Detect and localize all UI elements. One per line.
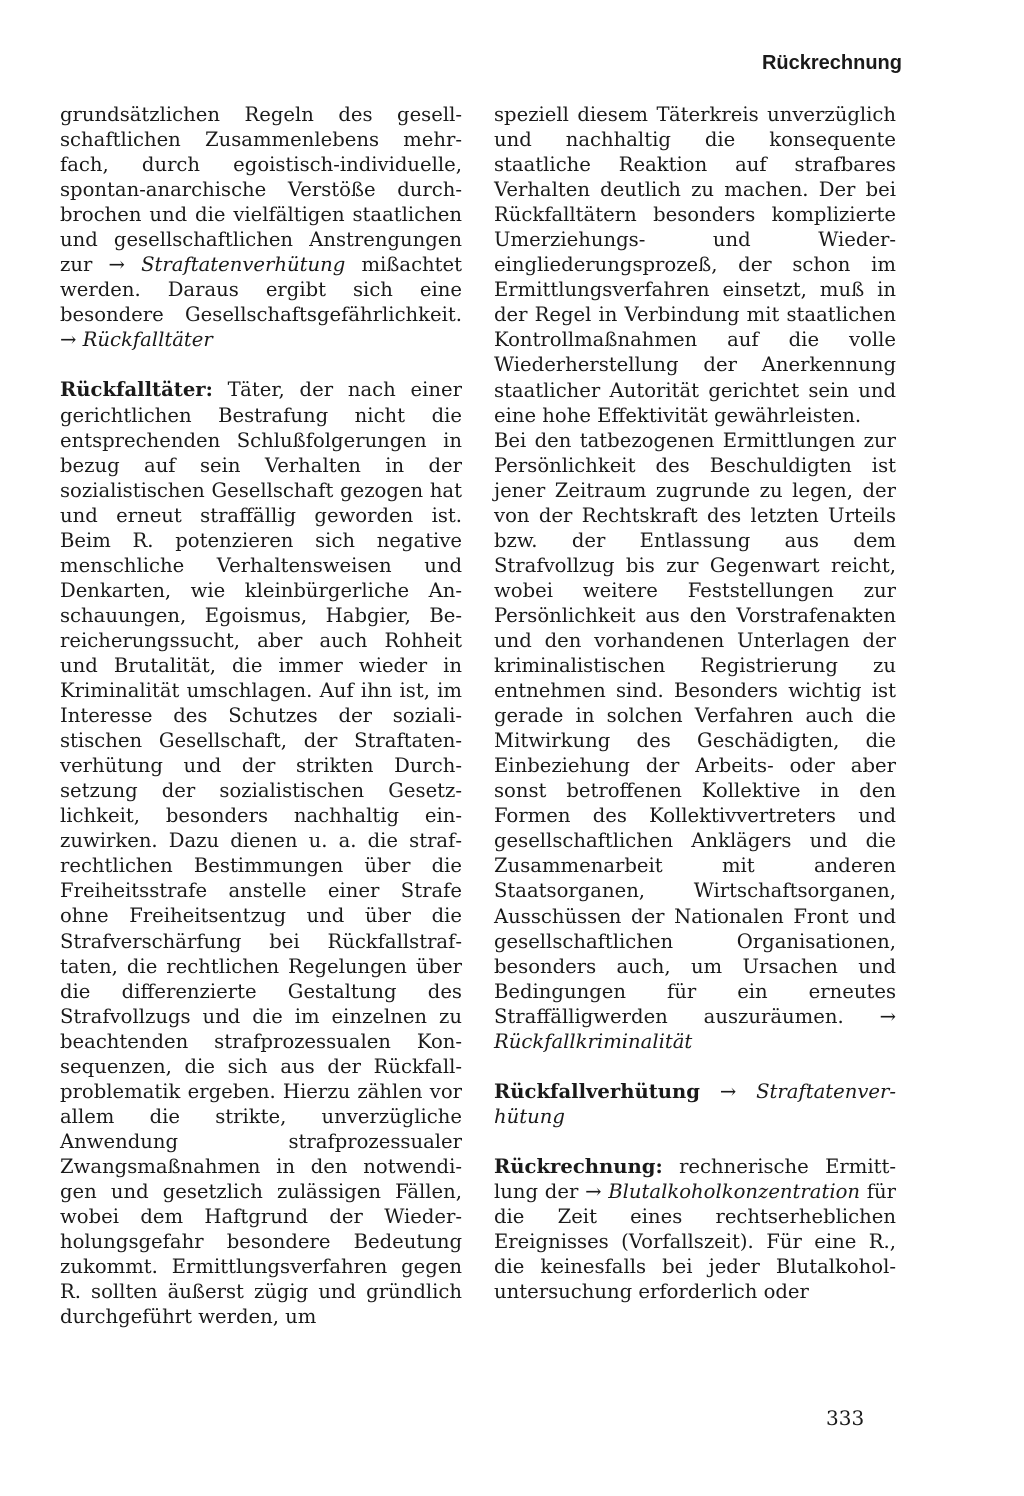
- running-header: Rückrechnung: [761, 52, 902, 74]
- cross-reference: Rückfallkriminalität: [494, 1029, 693, 1053]
- entry-term: Rückfallverhütung: [494, 1079, 700, 1103]
- entry-text: Täter, der nach einer gerichtlichen Bestrafung nicht die entsprechenden Schlußfolgerungen in bezug auf sein Verhalten in der sozialistischen Gesellschaft gezogen hat und erneut straffällig geworden ist. Beim R. potenzieren sich negative menschliche Verhaltensweisen und Denkarten, wie kleinbürgerliche Anschauungen, Egoismus, Habgier, Bereicherungssucht, aber auch Rohheit und Brutalität, die immer wieder in Kriminalität umschlagen. Auf ihn ist, im Interesse des Schutzes der sozialistischen Gesellschaft, der Straftatenverhütung und der strikten Durchsetzung der sozialistischen Gesetzlichkeit, besonders nachhaltig einzuwirken. Dazu dienen u. a. die strafrechtlichen Bestimmungen über die Freiheitsstrafe anstelle einer Strafe ohne Freiheitsentzug und über die Strafverschärfung bei Rückfallstraftaten, die rechtlichen Regelungen über die differenzierte Gestaltung des Strafvollzugs und die im einzelnen zu beachtenden strafprozessualen Konsequenzen, die sich aus der Rückfallproblematik ergeben. Hierzu zählen vor allem die strikte, unverzügliche Anwendung strafprozessualer Zwangsmaßnahmen in den notwendigen und gesetzlich zulässigen Fällen, wobei dem Haftgrund der Wiederholungsgefahr besondere Bedeutung zukommt. Ermittlungsverfahren gegen R. sollten äußerst zügig und gründlich durchgeführt werden, um: [60, 378, 462, 1329]
- page-number: 333: [826, 1406, 865, 1430]
- paragraph: [494, 428, 896, 1054]
- text: →: [699, 1079, 757, 1103]
- left-column: [60, 102, 462, 1329]
- cross-reference: Straftatenverhütung: [494, 1079, 896, 1128]
- entry-rueckfalltaeter: [60, 377, 462, 1329]
- text: Bei den tatbezogenen Ermittlungen zur Persönlichkeit des Beschuldigten ist jener Zeitraum zugrunde zu legen, der von der Rechtskraft des letzten Urteils bzw. der Entlassung aus dem Strafvollzug bis zur Gegenwart reicht, wobei weitere Feststellungen zur Persönlichkeit aus den Vorstrafenakten und den vorhandenen Unterlagen der kriminalistischen Registrierung zu entnehmen sind. Besonders wichtig ist gerade in solchen Verfahren auch die Mitwirkung des Geschädigten, die Einbeziehung der Arbeits- oder aber sonst betroffenen Kollektive in den Formen des Kollektivvertreters und gesellschaftlichen Anklägers und die Zusammenarbeit mit anderen Staatsorganen, Wirtschaftsorganen, Ausschüssen der Nationalen Front und gesellschaftlichen Organisationen, besonders auch, um Ursachen und Bedingungen für ein erneutes Straffälligwerden auszuräumen. →: [494, 428, 896, 1028]
- entry-term: Rückfalltäter:: [60, 378, 213, 402]
- entry-rueckrechnung: [494, 1154, 896, 1304]
- text: für die Zeit eines rechtserheblichen Ereignisses (Vorfallszeit). Für eine R., die keinesfalls bei jeder Blutalkoholuntersuchung erforderlich oder: [494, 1179, 897, 1304]
- text: grundsätzlichen Regeln des gesellschaftlichen Zusammenlebens mehrfach, durch egoistisch-individuelle, spontan-anarchische Verstöße durchbrochen und die vielfältigen staatlichen und gesellschaftlichen Anstrengungen zur →: [60, 103, 462, 277]
- right-column: [494, 102, 896, 1304]
- entry-term: Rückrechnung:: [494, 1154, 663, 1178]
- entry-rueckfallverhuetung: [494, 1079, 896, 1129]
- text: speziell diesem Täterkreis unverzüglich und nachhaltig die konsequente staatliche Reaktion auf strafbares Verhalten deutlich zu machen. Der bei Rückfalltätern besonders komplizierte Umerziehungs- und Wiedereingliederungsprozeß, der schon im Ermittlungsverfahren einsetzt, muß in der Regel in Verbindung mit staatlichen Kontrollmaßnahmen auf die volle Wiederherstellung der Anerkennung staatlicher Autorität gerichtet sein und eine hohe Effektivität gewährleisten.: [494, 103, 896, 427]
- paragraph-continued: [494, 102, 896, 428]
- paragraph-continued: [60, 102, 462, 352]
- text: mißachtet werden. Daraus ergibt sich eine besondere Gesellschaftsgefährlichkeit. →: [60, 253, 462, 352]
- cross-reference: Blutalkoholkonzentration: [608, 1179, 861, 1203]
- cross-reference: Rückfalltäter: [82, 328, 213, 352]
- text: rechnerische Ermittlung der →: [494, 1154, 896, 1203]
- cross-reference: Straftatenverhütung: [141, 253, 346, 277]
